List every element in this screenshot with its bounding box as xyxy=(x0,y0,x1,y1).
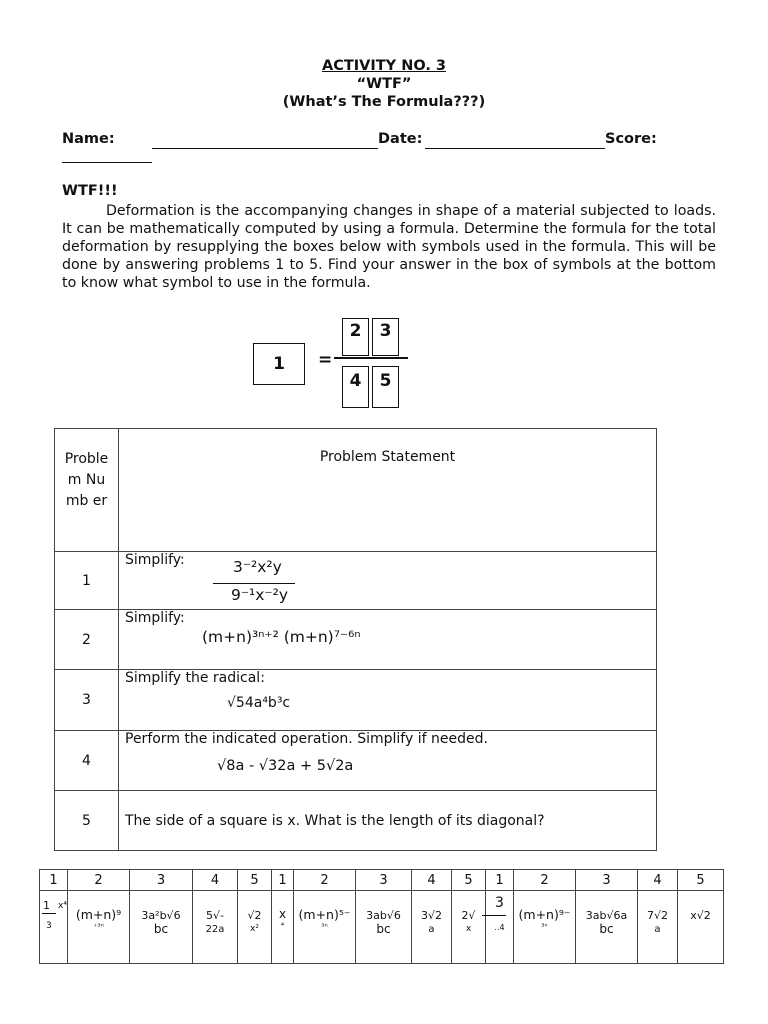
answer-symbol: 3a²b√6 bc xyxy=(130,891,193,964)
answer-header-row xyxy=(40,870,724,891)
formula-box-3: 3 xyxy=(372,318,399,356)
answer-header: 5 xyxy=(238,870,272,891)
activity-subtitle: (What’s The Formula???) xyxy=(282,94,486,110)
answer-header: 2 xyxy=(294,870,356,891)
answer-header: 4 xyxy=(193,870,238,891)
fraction-bar xyxy=(334,357,408,359)
answer-symbol: 7√2 a xyxy=(638,891,678,964)
denominator-expression: 9⁻¹x⁻²y xyxy=(231,586,288,604)
answer-header: 4 xyxy=(412,870,452,891)
answer-symbol: 1 x⁴ 3 xyxy=(40,891,68,964)
problem-statement xyxy=(119,791,657,851)
answer-symbol: 2√ x xyxy=(452,891,486,964)
name-label: Name: xyxy=(62,131,115,147)
problem-statement xyxy=(119,670,657,731)
formula-box-1: 1 xyxy=(253,343,305,385)
answer-header: 2 xyxy=(514,870,576,891)
answer-header: 5 xyxy=(452,870,486,891)
answer-symbol-table xyxy=(39,869,724,964)
problem-number: 3 xyxy=(55,670,119,731)
problem-statement xyxy=(119,552,657,610)
intro-paragraph: Deformation is the accompanying changes in shape of a material subjected to loads. It can be mathematically computed by using a formula. Determine the formula for the total deformation by resupplying the boxes below with symbols used in the formula. This will be done by answering problems 1 to 5. Find your answer in the box of symbols at the bottom to know what symbol to use in the formula. xyxy=(62,203,716,291)
answer-symbol: √2 x² xyxy=(238,891,272,964)
problem-instruction: Perform the indicated operation. Simplify if needed. xyxy=(125,731,488,747)
answer-header: 2 xyxy=(68,870,130,891)
problem-expression: √54a⁴b³c xyxy=(227,695,291,711)
table-header-row xyxy=(55,429,657,552)
problem-expression: √8a - √32a + 5√2a xyxy=(217,758,354,774)
answer-symbol: (m+n)⁹ ⁺³ⁿ xyxy=(68,891,130,964)
score-label: Score: xyxy=(605,131,657,147)
numerator-expression: 3⁻²x²y xyxy=(233,558,282,576)
answer-symbol-row xyxy=(40,891,724,964)
answer-symbol: 3ab√6 bc xyxy=(356,891,412,964)
date-field[interactable] xyxy=(425,148,605,149)
problem-expression: (m+n)³ⁿ⁺² (m+n)⁷⁻⁶ⁿ xyxy=(202,628,361,646)
formula-box-4: 4 xyxy=(342,366,369,408)
problem-number: 1 xyxy=(55,552,119,610)
answer-symbol: x ⁴ xyxy=(272,891,294,964)
activity-title: ACTIVITY NO. 3 xyxy=(322,58,446,74)
section-heading: WTF!!! xyxy=(62,183,118,199)
table-row xyxy=(55,610,657,670)
answer-header: 5 xyxy=(678,870,724,891)
date-label: Date: xyxy=(378,131,423,147)
problem-instruction: The side of a square is x. What is the length of its diagonal? xyxy=(125,812,545,829)
name-field[interactable] xyxy=(152,148,378,149)
answer-header: 1 xyxy=(40,870,68,891)
problem-statement xyxy=(119,610,657,670)
table-row xyxy=(55,552,657,610)
score-field[interactable] xyxy=(62,162,152,163)
problem-instruction: Simplify the radical: xyxy=(125,670,265,686)
answer-symbol: (m+n)⁹⁻ ³ⁿ xyxy=(514,891,576,964)
problem-statement xyxy=(119,731,657,791)
answer-symbol: 5√- 22a xyxy=(193,891,238,964)
problem-instruction: Simplify: xyxy=(125,610,185,626)
expression-fraction-bar xyxy=(213,583,295,584)
problem-number-header: Proble m Numb er xyxy=(55,429,119,552)
answer-header: 1 xyxy=(272,870,294,891)
problem-table xyxy=(54,428,657,851)
answer-header: 3 xyxy=(130,870,193,891)
answer-header: 1 xyxy=(486,870,514,891)
answer-symbol: 3√2 a xyxy=(412,891,452,964)
formula-box-5: 5 xyxy=(372,366,399,408)
problem-number: 4 xyxy=(55,731,119,791)
problem-instruction: Simplify: xyxy=(125,552,185,568)
activity-short-title: “WTF” xyxy=(356,76,412,92)
answer-header: 3 xyxy=(356,870,412,891)
answer-symbol: (m+n)⁵⁻ ³ⁿ xyxy=(294,891,356,964)
table-row xyxy=(55,731,657,791)
answer-symbol: 3ab√6a bc xyxy=(576,891,638,964)
formula-box-2: 2 xyxy=(342,318,369,356)
answer-symbol: 3 ..4 xyxy=(486,891,514,964)
problem-number: 5 xyxy=(55,791,119,851)
table-row xyxy=(55,670,657,731)
problem-number: 2 xyxy=(55,610,119,670)
answer-header: 4 xyxy=(638,870,678,891)
answer-symbol: x√2 xyxy=(678,891,724,964)
answer-header: 3 xyxy=(576,870,638,891)
equals-sign: = xyxy=(318,350,333,370)
problem-statement-header: Problem Statement xyxy=(119,429,657,552)
table-row xyxy=(55,791,657,851)
